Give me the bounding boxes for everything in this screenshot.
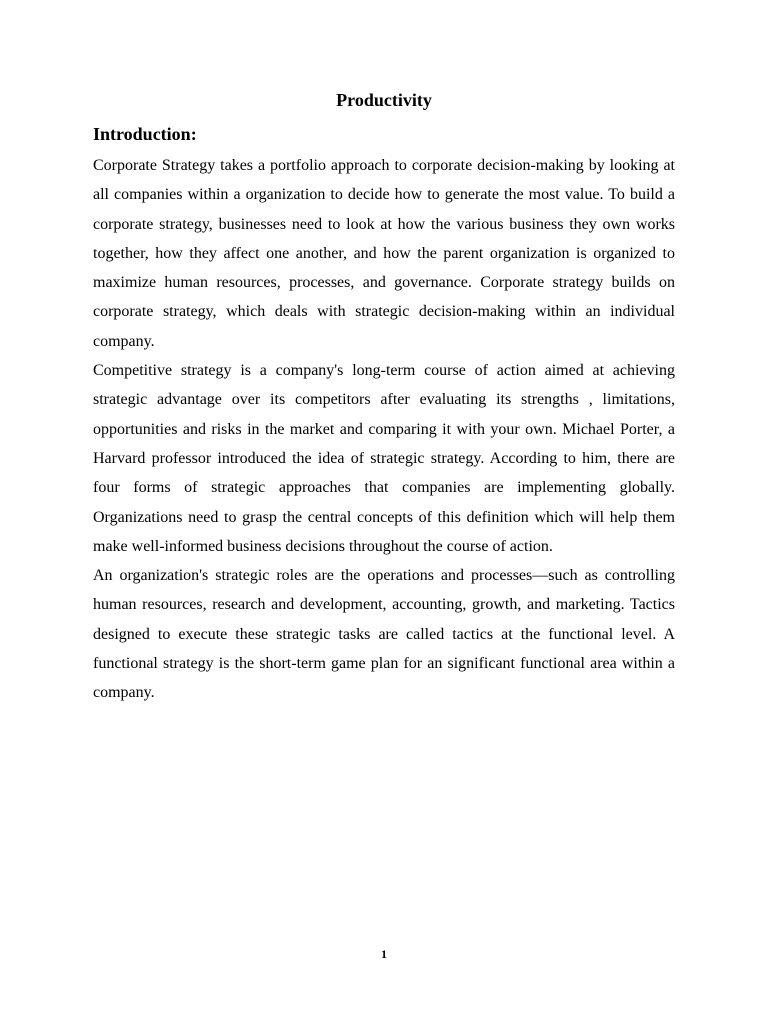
paragraph-functional-strategy: An organization's strategic roles are the operations and processes—such as controlling human resources, research and development, accounting, growth, and marketing. Tactics designed to execute these strategic tasks are called tactics at the functional level. A functional strategy is the short-term game plan for an significant functional area within a company. (93, 567, 675, 702)
section-heading: Introduction: (93, 124, 197, 144)
paragraph-competitive-strategy: Competitive strategy is a company's long-term course of action aimed at achieving strategic advantage over its competitors after evaluating its strengths , limitations, opportunities and risks in the market and comparing it with your own. Michael Porter, a Harvard professor introduced the idea of strategic strategy. According to him, there are four forms of strategic approaches that companies are implementing globally. Organizations need to grasp the central concepts of this definition which will help them make well-informed business decisions throughout the course of action. (93, 362, 675, 555)
document-body (93, 151, 675, 708)
document-title: Productivity (336, 90, 432, 110)
paragraph-corporate-strategy: Corporate Strategy takes a portfolio approach to corporate decision-making by looking at all companies within a organization to decide how to generate the most value. To build a corporate strategy, businesses need to look at how the various business they own works together, how they affect one another, and how the parent organization is organized to maximize human resources, processes, and governance. Corporate strategy builds on corporate strategy, which deals with strategic decision-making within an individual company. (93, 157, 675, 350)
page-number: 1 (381, 947, 387, 961)
